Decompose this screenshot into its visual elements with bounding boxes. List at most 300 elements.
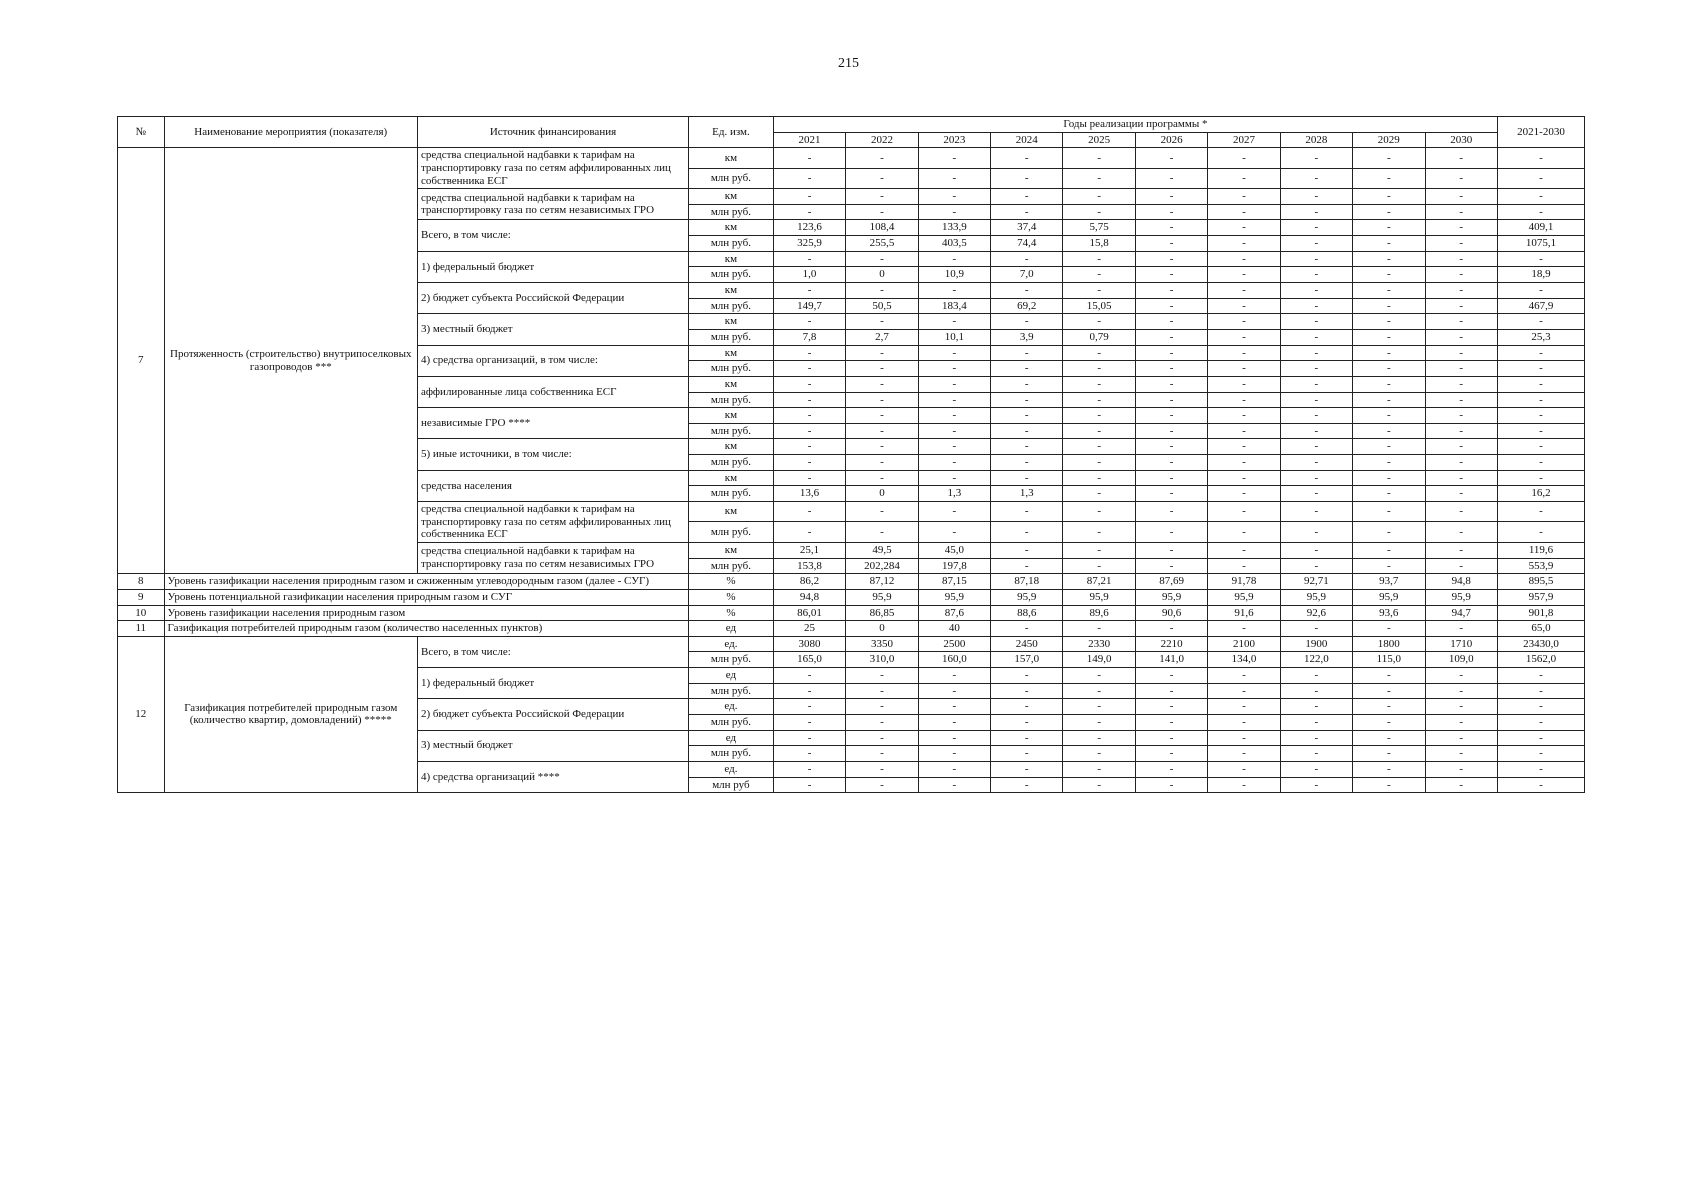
value-cell: - bbox=[846, 668, 918, 684]
value-cell: - bbox=[1208, 423, 1280, 439]
program-table bbox=[117, 116, 1585, 793]
value-cell: - bbox=[1497, 283, 1584, 299]
value-cell: - bbox=[846, 168, 918, 188]
value-cell: - bbox=[1135, 502, 1207, 522]
value-cell: - bbox=[773, 668, 845, 684]
funding-source: 3) местный бюджет bbox=[417, 314, 688, 345]
value-cell: 95,9 bbox=[1425, 589, 1497, 605]
value-cell: - bbox=[1135, 470, 1207, 486]
value-cell: - bbox=[1353, 236, 1425, 252]
value-cell: - bbox=[1353, 699, 1425, 715]
value-cell: 87,21 bbox=[1063, 574, 1135, 590]
value-cell: - bbox=[773, 714, 845, 730]
value-cell: 1075,1 bbox=[1497, 236, 1584, 252]
funding-source: аффилированные лица собственника ЕСГ bbox=[417, 376, 688, 407]
unit-cell: млн руб. bbox=[689, 361, 774, 377]
value-cell: 153,8 bbox=[773, 558, 845, 574]
value-cell: 325,9 bbox=[773, 236, 845, 252]
value-cell: - bbox=[991, 204, 1063, 220]
value-cell: - bbox=[918, 714, 990, 730]
value-cell: 50,5 bbox=[846, 298, 918, 314]
value-cell: - bbox=[1425, 699, 1497, 715]
value-cell: 65,0 bbox=[1497, 621, 1584, 637]
header-source: Источник финансирования bbox=[417, 117, 688, 148]
funding-source: 4) средства организаций **** bbox=[417, 761, 688, 792]
value-cell: 197,8 bbox=[918, 558, 990, 574]
value-cell: - bbox=[1063, 439, 1135, 455]
value-cell: - bbox=[918, 392, 990, 408]
value-cell: 25,1 bbox=[773, 542, 845, 558]
value-cell: 202,284 bbox=[846, 558, 918, 574]
value-cell: - bbox=[1208, 283, 1280, 299]
value-cell: - bbox=[1063, 392, 1135, 408]
value-cell: 0 bbox=[846, 486, 918, 502]
value-cell: 3350 bbox=[846, 636, 918, 652]
value-cell: - bbox=[1135, 486, 1207, 502]
unit-cell: ед bbox=[689, 668, 774, 684]
value-cell: 15,8 bbox=[1063, 236, 1135, 252]
value-cell: - bbox=[1280, 761, 1352, 777]
unit-cell: млн руб. bbox=[689, 204, 774, 220]
value-cell: - bbox=[846, 251, 918, 267]
page-number: 215 bbox=[838, 56, 859, 71]
value-cell: 91,78 bbox=[1208, 574, 1280, 590]
value-cell: - bbox=[1353, 714, 1425, 730]
value-cell: - bbox=[1353, 329, 1425, 345]
value-cell: - bbox=[1135, 699, 1207, 715]
value-cell: 91,6 bbox=[1208, 605, 1280, 621]
table-row bbox=[118, 148, 1585, 168]
value-cell: - bbox=[773, 470, 845, 486]
value-cell: 37,4 bbox=[991, 220, 1063, 236]
value-cell: - bbox=[1208, 683, 1280, 699]
value-cell: - bbox=[1208, 329, 1280, 345]
funding-source: 5) иные источники, в том числе: bbox=[417, 439, 688, 470]
value-cell: - bbox=[918, 470, 990, 486]
value-cell: - bbox=[1208, 314, 1280, 330]
value-cell: 95,9 bbox=[1280, 589, 1352, 605]
value-cell: - bbox=[991, 455, 1063, 471]
unit-cell: ед bbox=[689, 730, 774, 746]
value-cell: - bbox=[1353, 683, 1425, 699]
row-num: 10 bbox=[118, 605, 165, 621]
value-cell: 1562,0 bbox=[1497, 652, 1584, 668]
unit-cell: км bbox=[689, 283, 774, 299]
value-cell: - bbox=[1425, 298, 1497, 314]
value-cell: - bbox=[846, 439, 918, 455]
funding-source: средства специальной надбавки к тарифам на транспортировку газа по сетям аффилированных лиц собственника ЕСГ bbox=[417, 148, 688, 189]
value-cell: - bbox=[1208, 761, 1280, 777]
row-name: Газификация потребителей природным газом (количество населенных пунктов) bbox=[164, 621, 688, 637]
table-row bbox=[118, 636, 1585, 652]
value-cell: - bbox=[1353, 376, 1425, 392]
value-cell: - bbox=[1353, 361, 1425, 377]
value-cell: - bbox=[846, 376, 918, 392]
value-cell: - bbox=[991, 376, 1063, 392]
value-cell: - bbox=[1425, 392, 1497, 408]
value-cell: - bbox=[1280, 283, 1352, 299]
value-cell: - bbox=[1280, 376, 1352, 392]
row-num: 9 bbox=[118, 589, 165, 605]
unit-cell: ед. bbox=[689, 636, 774, 652]
value-cell: - bbox=[773, 189, 845, 205]
value-cell: 74,4 bbox=[991, 236, 1063, 252]
value-cell: - bbox=[1063, 746, 1135, 762]
unit-cell: млн руб. bbox=[689, 392, 774, 408]
value-cell: - bbox=[1135, 345, 1207, 361]
value-cell: - bbox=[1208, 668, 1280, 684]
value-cell: - bbox=[1497, 361, 1584, 377]
value-cell: - bbox=[1425, 283, 1497, 299]
row-num: 7 bbox=[118, 148, 165, 574]
value-cell: - bbox=[1425, 408, 1497, 424]
value-cell: - bbox=[1208, 621, 1280, 637]
value-cell: 0 bbox=[846, 267, 918, 283]
unit-cell: км bbox=[689, 439, 774, 455]
value-cell: - bbox=[846, 730, 918, 746]
value-cell: - bbox=[991, 730, 1063, 746]
value-cell: - bbox=[1208, 220, 1280, 236]
value-cell: - bbox=[1208, 168, 1280, 188]
value-cell: - bbox=[991, 423, 1063, 439]
row-num: 12 bbox=[118, 636, 165, 792]
value-cell: - bbox=[918, 204, 990, 220]
value-cell: - bbox=[1135, 361, 1207, 377]
value-cell: - bbox=[1425, 714, 1497, 730]
unit-cell: км bbox=[689, 345, 774, 361]
value-cell: - bbox=[1425, 148, 1497, 168]
value-cell: - bbox=[1425, 668, 1497, 684]
value-cell: - bbox=[1208, 361, 1280, 377]
funding-source: 4) средства организаций, в том числе: bbox=[417, 345, 688, 376]
value-cell: 1800 bbox=[1353, 636, 1425, 652]
value-cell: - bbox=[1280, 502, 1352, 522]
value-cell: - bbox=[1135, 251, 1207, 267]
value-cell: - bbox=[1497, 345, 1584, 361]
value-cell: - bbox=[773, 777, 845, 793]
value-cell: 49,5 bbox=[846, 542, 918, 558]
value-cell: - bbox=[1497, 522, 1584, 542]
value-cell: - bbox=[1063, 558, 1135, 574]
value-cell: - bbox=[1497, 777, 1584, 793]
value-cell: - bbox=[1208, 542, 1280, 558]
value-cell: - bbox=[1135, 376, 1207, 392]
value-cell: - bbox=[1280, 621, 1352, 637]
value-cell: - bbox=[1063, 668, 1135, 684]
value-cell: 2500 bbox=[918, 636, 990, 652]
funding-source: 1) федеральный бюджет bbox=[417, 668, 688, 699]
value-cell: - bbox=[1353, 558, 1425, 574]
value-cell: - bbox=[1135, 236, 1207, 252]
value-cell: - bbox=[846, 314, 918, 330]
value-cell: 95,9 bbox=[846, 589, 918, 605]
value-cell: 45,0 bbox=[918, 542, 990, 558]
header-year: 2022 bbox=[846, 132, 918, 148]
row-name: Уровень газификации населения природным газом bbox=[164, 605, 688, 621]
value-cell: - bbox=[1280, 189, 1352, 205]
value-cell: - bbox=[1135, 283, 1207, 299]
value-cell: - bbox=[1425, 345, 1497, 361]
value-cell: 93,6 bbox=[1353, 605, 1425, 621]
value-cell: - bbox=[1208, 522, 1280, 542]
value-cell: 1900 bbox=[1280, 636, 1352, 652]
value-cell: - bbox=[1425, 502, 1497, 522]
value-cell: - bbox=[1135, 408, 1207, 424]
value-cell: 95,9 bbox=[1353, 589, 1425, 605]
value-cell: - bbox=[991, 777, 1063, 793]
value-cell: - bbox=[1063, 455, 1135, 471]
value-cell: - bbox=[1497, 455, 1584, 471]
value-cell: - bbox=[1353, 455, 1425, 471]
value-cell: - bbox=[1135, 761, 1207, 777]
value-cell: - bbox=[846, 746, 918, 762]
value-cell: 7,0 bbox=[991, 267, 1063, 283]
value-cell: - bbox=[846, 189, 918, 205]
value-cell: - bbox=[846, 204, 918, 220]
value-cell: - bbox=[773, 345, 845, 361]
value-cell: - bbox=[846, 148, 918, 168]
value-cell: - bbox=[846, 423, 918, 439]
value-cell: - bbox=[1063, 714, 1135, 730]
value-cell: - bbox=[1208, 251, 1280, 267]
unit-cell: км bbox=[689, 470, 774, 486]
value-cell: - bbox=[773, 148, 845, 168]
value-cell: - bbox=[1353, 439, 1425, 455]
value-cell: - bbox=[1063, 423, 1135, 439]
value-cell: - bbox=[1280, 714, 1352, 730]
value-cell: 87,12 bbox=[846, 574, 918, 590]
header-total: 2021-2030 bbox=[1497, 117, 1584, 148]
value-cell: - bbox=[1353, 283, 1425, 299]
value-cell: - bbox=[1280, 542, 1352, 558]
row-num: 8 bbox=[118, 574, 165, 590]
value-cell: 115,0 bbox=[1353, 652, 1425, 668]
unit-cell: % bbox=[689, 605, 774, 621]
value-cell: 10,9 bbox=[918, 267, 990, 283]
value-cell: - bbox=[773, 283, 845, 299]
value-cell: - bbox=[773, 408, 845, 424]
value-cell: - bbox=[991, 470, 1063, 486]
value-cell: - bbox=[1208, 345, 1280, 361]
value-cell: - bbox=[1497, 439, 1584, 455]
value-cell: - bbox=[773, 251, 845, 267]
value-cell: 1,0 bbox=[773, 267, 845, 283]
value-cell: - bbox=[1497, 168, 1584, 188]
value-cell: 3080 bbox=[773, 636, 845, 652]
value-cell: - bbox=[773, 376, 845, 392]
value-cell: 165,0 bbox=[773, 652, 845, 668]
row-name: Уровень потенциальной газификации населения природным газом и СУГ bbox=[164, 589, 688, 605]
value-cell: 7,8 bbox=[773, 329, 845, 345]
value-cell: - bbox=[918, 777, 990, 793]
unit-cell: км bbox=[689, 542, 774, 558]
value-cell: - bbox=[1425, 621, 1497, 637]
value-cell: - bbox=[1280, 423, 1352, 439]
unit-cell: км bbox=[689, 314, 774, 330]
value-cell: - bbox=[1425, 542, 1497, 558]
value-cell: 23430,0 bbox=[1497, 636, 1584, 652]
header-year: 2030 bbox=[1425, 132, 1497, 148]
value-cell: - bbox=[1497, 204, 1584, 220]
value-cell: - bbox=[1063, 621, 1135, 637]
value-cell: - bbox=[773, 761, 845, 777]
value-cell: - bbox=[1280, 329, 1352, 345]
unit-cell: млн руб. bbox=[689, 267, 774, 283]
value-cell: - bbox=[846, 502, 918, 522]
value-cell: - bbox=[1208, 267, 1280, 283]
value-cell: - bbox=[1497, 376, 1584, 392]
value-cell: - bbox=[1353, 168, 1425, 188]
value-cell: - bbox=[1280, 345, 1352, 361]
value-cell: - bbox=[918, 746, 990, 762]
value-cell: 1,3 bbox=[991, 486, 1063, 502]
value-cell: 108,4 bbox=[846, 220, 918, 236]
table-row bbox=[118, 574, 1585, 590]
value-cell: - bbox=[918, 361, 990, 377]
value-cell: - bbox=[1135, 423, 1207, 439]
funding-source: средства специальной надбавки к тарифам на транспортировку газа по сетям аффилированных лиц собственника ЕСГ bbox=[417, 502, 688, 543]
value-cell: - bbox=[1497, 683, 1584, 699]
value-cell: - bbox=[1280, 746, 1352, 762]
value-cell: - bbox=[1280, 251, 1352, 267]
value-cell: - bbox=[1353, 148, 1425, 168]
value-cell: 0 bbox=[846, 621, 918, 637]
value-cell: - bbox=[918, 423, 990, 439]
value-cell: - bbox=[1063, 542, 1135, 558]
value-cell: - bbox=[918, 522, 990, 542]
value-cell: 895,5 bbox=[1497, 574, 1584, 590]
value-cell: 94,8 bbox=[773, 589, 845, 605]
value-cell: 123,6 bbox=[773, 220, 845, 236]
value-cell: - bbox=[1497, 668, 1584, 684]
value-cell: - bbox=[1208, 699, 1280, 715]
value-cell: - bbox=[1063, 251, 1135, 267]
value-cell: - bbox=[1135, 746, 1207, 762]
value-cell: - bbox=[991, 408, 1063, 424]
unit-cell: % bbox=[689, 574, 774, 590]
value-cell: - bbox=[1425, 267, 1497, 283]
value-cell: - bbox=[1135, 267, 1207, 283]
value-cell: - bbox=[1063, 345, 1135, 361]
value-cell: 901,8 bbox=[1497, 605, 1584, 621]
unit-cell: млн руб bbox=[689, 777, 774, 793]
value-cell: - bbox=[991, 148, 1063, 168]
value-cell: - bbox=[1425, 220, 1497, 236]
value-cell: - bbox=[1280, 558, 1352, 574]
value-cell: - bbox=[1497, 699, 1584, 715]
value-cell: 25 bbox=[773, 621, 845, 637]
value-cell: - bbox=[1135, 204, 1207, 220]
value-cell: - bbox=[1063, 283, 1135, 299]
value-cell: - bbox=[1280, 683, 1352, 699]
value-cell: 2450 bbox=[991, 636, 1063, 652]
value-cell: - bbox=[1063, 470, 1135, 486]
value-cell: 87,15 bbox=[918, 574, 990, 590]
value-cell: 18,9 bbox=[1497, 267, 1584, 283]
value-cell: - bbox=[1425, 683, 1497, 699]
header-year: 2021 bbox=[773, 132, 845, 148]
value-cell: - bbox=[1280, 455, 1352, 471]
value-cell: 92,71 bbox=[1280, 574, 1352, 590]
value-cell: - bbox=[918, 251, 990, 267]
value-cell: - bbox=[918, 376, 990, 392]
value-cell: - bbox=[846, 361, 918, 377]
unit-cell: млн руб. bbox=[689, 652, 774, 668]
unit-cell: км bbox=[689, 502, 774, 522]
value-cell: - bbox=[1280, 408, 1352, 424]
value-cell: 25,3 bbox=[1497, 329, 1584, 345]
value-cell: - bbox=[1208, 486, 1280, 502]
value-cell: - bbox=[918, 455, 990, 471]
value-cell: 89,6 bbox=[1063, 605, 1135, 621]
value-cell: - bbox=[918, 168, 990, 188]
value-cell: - bbox=[1425, 168, 1497, 188]
value-cell: 2100 bbox=[1208, 636, 1280, 652]
value-cell: - bbox=[991, 558, 1063, 574]
value-cell: - bbox=[1353, 267, 1425, 283]
value-cell: - bbox=[1425, 236, 1497, 252]
value-cell: - bbox=[991, 542, 1063, 558]
funding-source: средства населения bbox=[417, 470, 688, 501]
value-cell: - bbox=[1353, 621, 1425, 637]
row-num: 11 bbox=[118, 621, 165, 637]
value-cell: - bbox=[1425, 376, 1497, 392]
value-cell: 87,6 bbox=[918, 605, 990, 621]
value-cell: - bbox=[991, 714, 1063, 730]
value-cell: - bbox=[1208, 730, 1280, 746]
value-cell: - bbox=[1280, 668, 1352, 684]
value-cell: - bbox=[1497, 502, 1584, 522]
value-cell: 15,05 bbox=[1063, 298, 1135, 314]
value-cell: - bbox=[918, 683, 990, 699]
value-cell: - bbox=[991, 621, 1063, 637]
header-year: 2029 bbox=[1353, 132, 1425, 148]
value-cell: - bbox=[846, 683, 918, 699]
header-name: Наименование мероприятия (показателя) bbox=[164, 117, 417, 148]
unit-cell: ед. bbox=[689, 699, 774, 715]
value-cell: 1710 bbox=[1425, 636, 1497, 652]
value-cell: - bbox=[1135, 168, 1207, 188]
value-cell: - bbox=[1425, 329, 1497, 345]
value-cell: - bbox=[1353, 470, 1425, 486]
value-cell: 88,6 bbox=[991, 605, 1063, 621]
unit-cell: млн руб. bbox=[689, 236, 774, 252]
value-cell: - bbox=[1135, 714, 1207, 730]
value-cell: 69,2 bbox=[991, 298, 1063, 314]
value-cell: - bbox=[1063, 502, 1135, 522]
value-cell: - bbox=[991, 668, 1063, 684]
value-cell: - bbox=[1208, 148, 1280, 168]
header-years-group: Годы реализации программы * bbox=[773, 117, 1497, 133]
value-cell: - bbox=[991, 392, 1063, 408]
value-cell: - bbox=[1497, 761, 1584, 777]
value-cell: - bbox=[1497, 714, 1584, 730]
value-cell: 310,0 bbox=[846, 652, 918, 668]
value-cell: - bbox=[1135, 683, 1207, 699]
unit-cell: млн руб. bbox=[689, 455, 774, 471]
value-cell: - bbox=[1063, 699, 1135, 715]
value-cell: - bbox=[1208, 470, 1280, 486]
value-cell: - bbox=[1280, 314, 1352, 330]
value-cell: 2330 bbox=[1063, 636, 1135, 652]
unit-cell: ед bbox=[689, 621, 774, 637]
value-cell: - bbox=[1135, 314, 1207, 330]
value-cell: - bbox=[1208, 392, 1280, 408]
value-cell: - bbox=[991, 168, 1063, 188]
value-cell: - bbox=[1425, 522, 1497, 542]
value-cell: - bbox=[1280, 236, 1352, 252]
value-cell: - bbox=[918, 345, 990, 361]
